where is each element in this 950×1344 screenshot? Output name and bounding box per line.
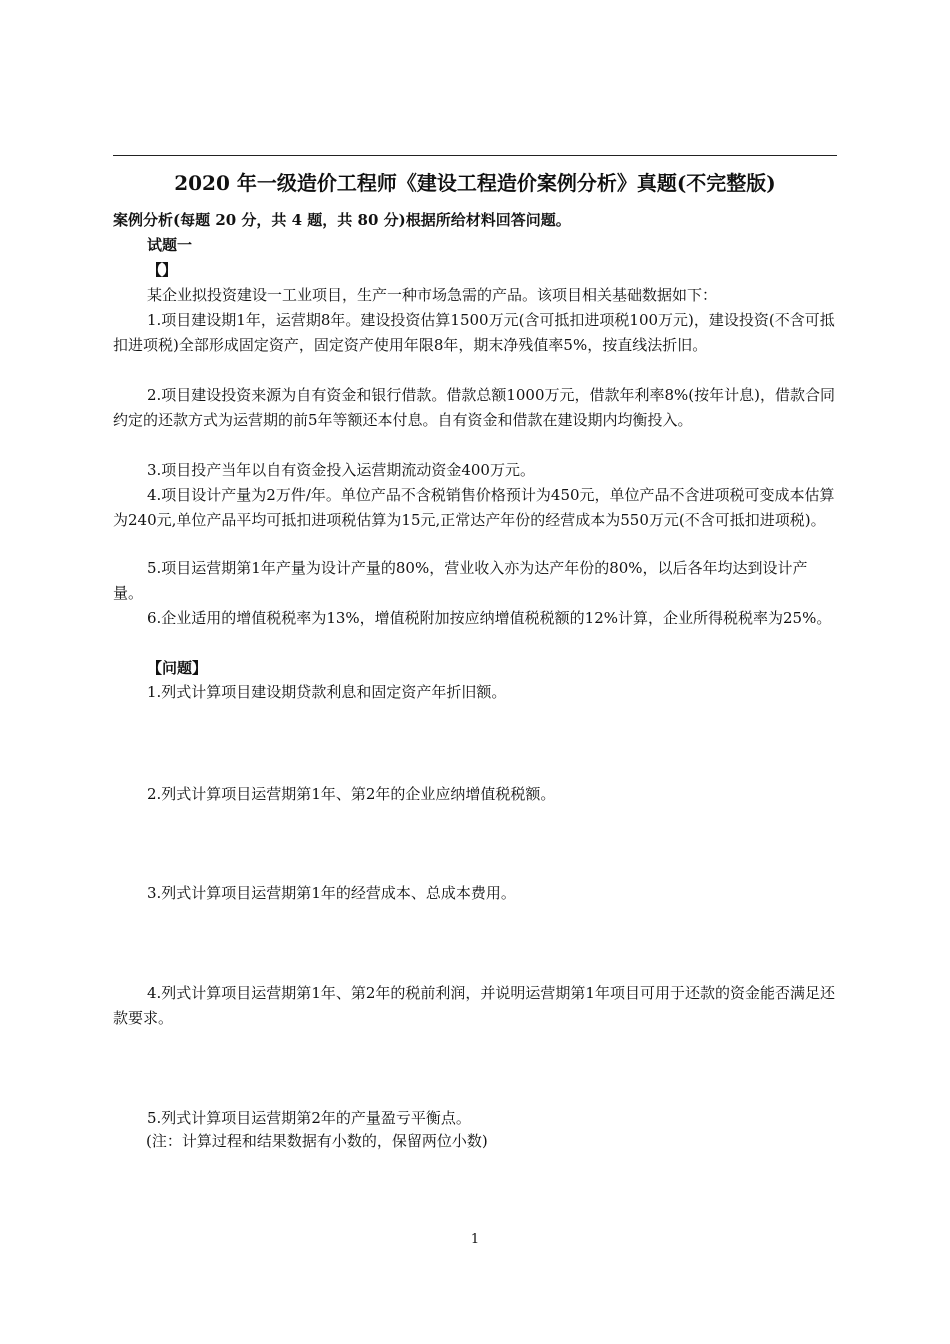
- fact-item: 2.项目建设投资来源为自有资金和银行借款。借款总额1000万元，借款年利率8%(按年计息)，借款合同约定的还款方式为运营期的前5年等额还本付息。自有资金和借款在建设期内均衡投入。: [113, 386, 835, 429]
- fact-item: 5.项目运营期第1年产量为设计产量的80%，营业收入亦为达产年份的80%，以后各年均达到设计产量。: [113, 559, 808, 602]
- fact-item: 1.项目建设期1年，运营期8年。建设投资估算1500万元(含可抵扣进项税100万元)，建设投资(不含可抵扣进项税)全部形成固定资产，固定资产使用年限8年，期末净残值率5%，按直线法折旧。: [113, 311, 835, 354]
- question-item: 4.列式计算项目运营期第1年、第2年的税前利润，并说明运营期第1年项目可用于还款的资金能否满足还款要求。: [113, 984, 835, 1027]
- header-rule: [113, 155, 837, 156]
- document-title: 2020 年一级造价工程师《建设工程造价案例分析》真题(不完整版): [174, 171, 776, 195]
- fact-item: 4.项目设计产量为2万件/年。单位产品不含税销售价格预计为450元，单位产品不含进项税可变成本估算为240元,单位产品平均可抵扣进项税估算为15元,正常达产年份的经营成本为550万元(不含可抵扣进项税)。: [113, 486, 835, 529]
- question-item: 3.列式计算项目运营期第1年的经营成本、总成本费用。: [147, 884, 516, 902]
- questions-heading: 【问题】: [147, 659, 208, 677]
- question-item: 1.列式计算项目建设期贷款利息和固定资产年折旧额。: [147, 683, 507, 701]
- question-item: 5.列式计算项目运营期第2年的产量盈亏平衡点。: [147, 1109, 471, 1127]
- page-number: 1: [470, 1232, 480, 1247]
- intro-line: 案例分析(每题 20 分，共 4 题，共 80 分)根据所给材料回答问题。: [113, 211, 571, 229]
- fact-item: 6.企业适用的增值税税率为13%，增值税附加按应纳增值税税额的12%计算，企业所得税税率为25%。: [147, 609, 832, 627]
- question-item: 2.列式计算项目运营期第1年、第2年的企业应纳增值税税额。: [147, 785, 556, 803]
- background-text: 某企业拟投资建设一工业项目，生产一种市场急需的产品。该项目相关基础数据如下：: [147, 286, 718, 304]
- question-heading: 试题一: [147, 236, 193, 254]
- fact-item: 3.项目投产当年以自有资金投入运营期流动资金400万元。: [147, 461, 535, 479]
- calculation-note: (注：计算过程和结果数据有小数的，保留两位小数): [146, 1132, 488, 1150]
- bracket-label: 【】: [147, 261, 178, 279]
